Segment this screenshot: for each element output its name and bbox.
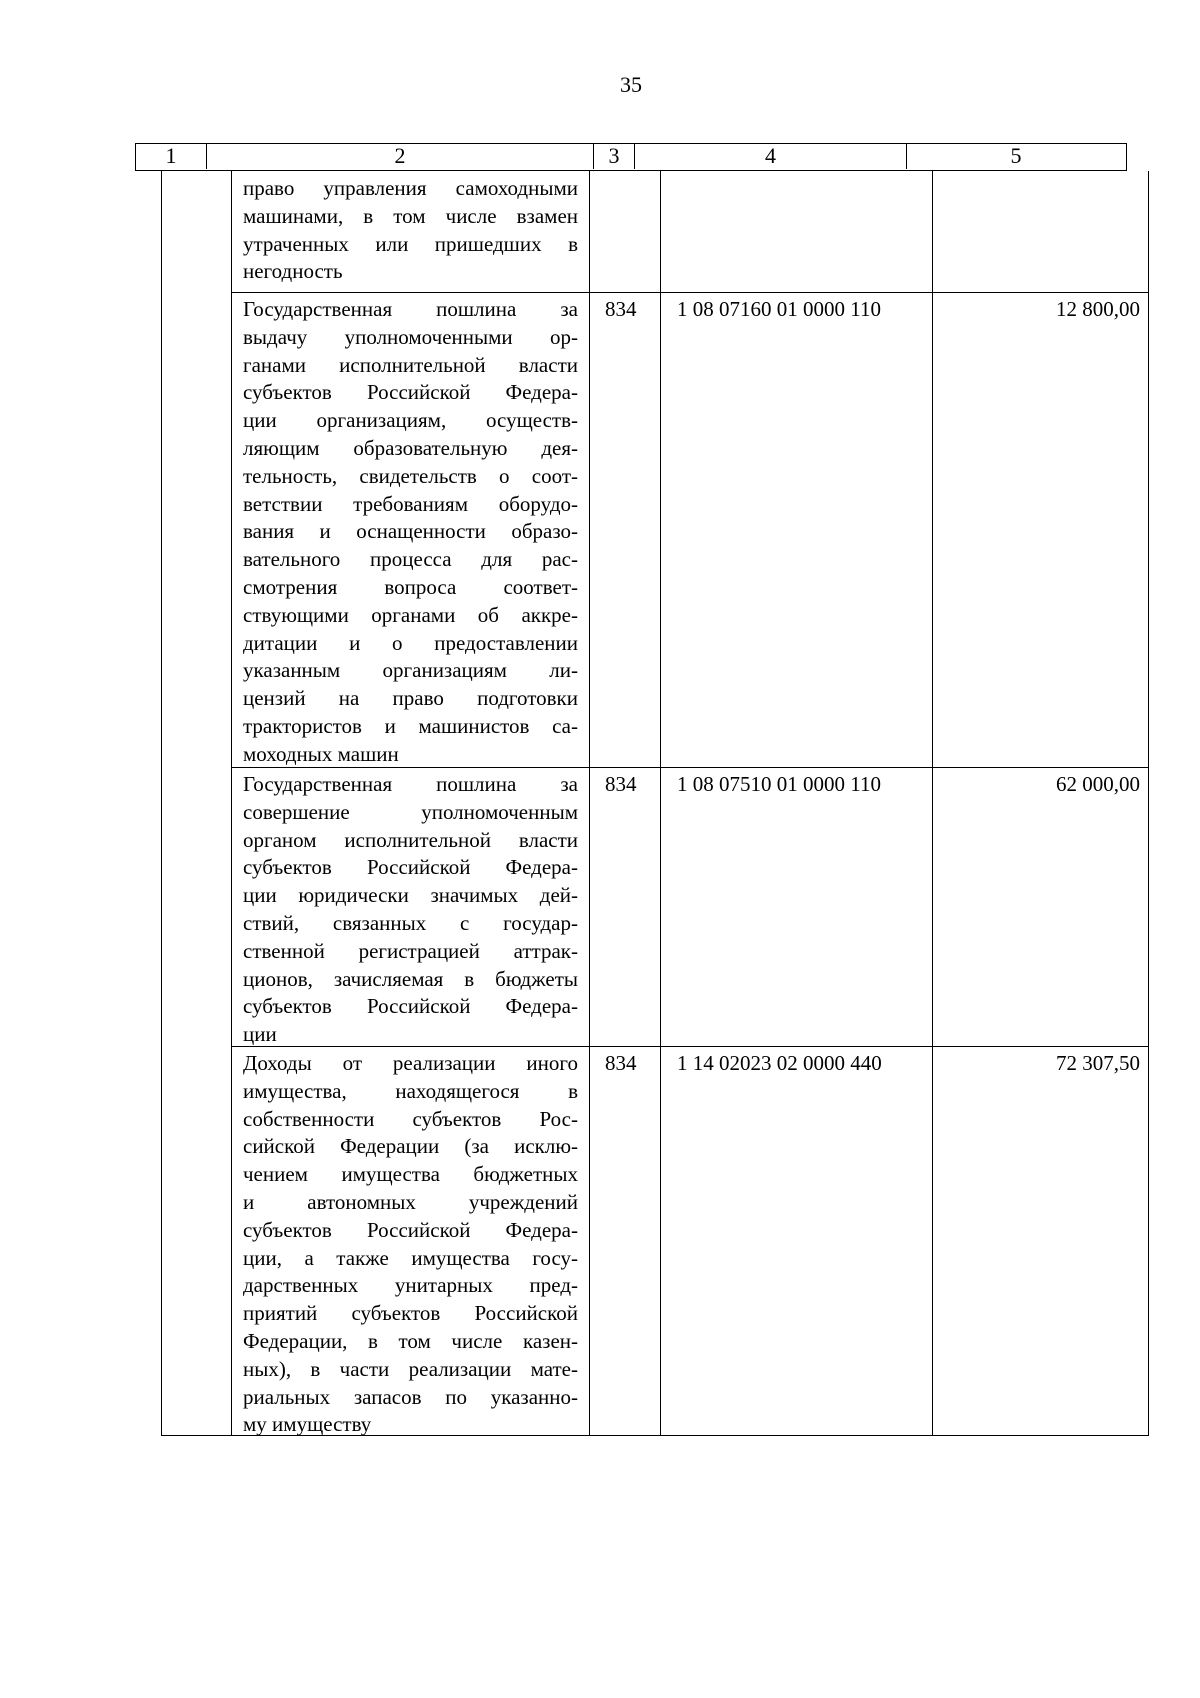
- table-row-4-code: 834: [605, 1051, 637, 1075]
- row-separator: [231, 292, 1149, 293]
- text-line: выдачу уполномоченными ор-: [243, 324, 578, 349]
- text-line: ствующими органами об аккре-: [243, 602, 578, 627]
- table-divider-col4: [932, 171, 933, 1435]
- text-line: смотрения вопроса соответ-: [243, 574, 578, 599]
- text-line: субъектов Российской Федера-: [243, 855, 578, 880]
- text-line: ционов, зачисляемая в бюджеты: [243, 966, 578, 991]
- text-line: ствий, связанных с государ-: [243, 910, 578, 935]
- table-row-4-amount: 72 307,50: [1056, 1051, 1140, 1075]
- text-line: указанным организациям ли-: [243, 658, 578, 683]
- text-line: сийской Федерации (за исклю-: [243, 1134, 578, 1159]
- page-number: 35: [620, 72, 642, 97]
- table-row-2-kbk: 1 08 07160 01 0000 110: [677, 297, 881, 321]
- table-border-right: [1148, 171, 1149, 1435]
- text-line: ции организациям, осуществ-: [243, 408, 578, 433]
- text-line: риальных запасов по указанно-: [243, 1384, 578, 1409]
- text-line: субъектов Российской Федера-: [243, 380, 578, 405]
- text-line: машинами, в том числе взамен: [243, 203, 578, 228]
- text-line: утраченных или пришедших в: [243, 231, 578, 256]
- text-line: ции юридически значимых дей-: [243, 883, 578, 908]
- text-line: Доходы от реализации иного: [243, 1051, 578, 1075]
- text-line: приятий субъектов Российской: [243, 1301, 578, 1326]
- text-line: право управления самоходными: [243, 176, 578, 200]
- table-header-row: [135, 143, 1127, 171]
- table-row-4-description: [243, 1050, 578, 1439]
- table-divider-col2: [589, 171, 590, 1435]
- header-col-1: 1: [165, 143, 177, 168]
- text-line: совершение уполномоченным: [243, 799, 578, 824]
- table-row-3-description: [243, 771, 578, 1049]
- text-line: субъектов Российской Федера-: [243, 994, 578, 1019]
- table-row-2-code: 834: [605, 297, 637, 321]
- text-line: цензий на право подготовки: [243, 686, 578, 711]
- text-line: Федерации, в том числе казен-: [243, 1328, 578, 1353]
- text-line: дарственных унитарных пред-: [243, 1273, 578, 1298]
- text-line: Государственная пошлина за: [243, 772, 578, 796]
- text-line: тельность, свидетельств о соот-: [243, 463, 578, 488]
- table-row-3-code: 834: [605, 772, 637, 796]
- text-line: моходных машин: [243, 741, 399, 766]
- table-border-left: [161, 171, 162, 1435]
- text-line: вания и оснащенности образо-: [243, 519, 578, 544]
- table-row-4-kbk: 1 14 02023 02 0000 440: [677, 1051, 882, 1075]
- text-line: ганами исполнительной власти: [243, 352, 578, 377]
- header-col-2: 2: [206, 144, 593, 169]
- text-line: имущества, находящегося в: [243, 1078, 578, 1103]
- table-row-3-amount: 62 000,00: [1056, 772, 1140, 796]
- text-line: вательного процесса для рас-: [243, 547, 578, 572]
- text-line: ственной регистрацией аттрак-: [243, 938, 578, 963]
- header-col-5: 5: [906, 144, 1125, 169]
- table-row-3-kbk: 1 08 07510 01 0000 110: [677, 772, 881, 796]
- text-line: чением имущества бюджетных: [243, 1162, 578, 1187]
- text-line: негодность: [243, 259, 343, 284]
- header-col-3: 3: [593, 144, 634, 169]
- text-line: му имуществу: [243, 1412, 372, 1437]
- text-line: органом исполнительной власти: [243, 827, 578, 852]
- text-line: ных), в части реализации мате-: [243, 1356, 578, 1381]
- header-col-4: 4: [634, 144, 906, 169]
- text-line: субъектов Российской Федера-: [243, 1217, 578, 1242]
- table-divider-col3: [660, 171, 661, 1435]
- text-line: трактористов и машинистов са-: [243, 713, 578, 738]
- text-line: и автономных учреждений: [243, 1189, 578, 1214]
- text-line: ции: [243, 1022, 277, 1047]
- text-line: дитации и о предоставлении: [243, 630, 578, 655]
- table-row-2-description: [243, 296, 578, 769]
- text-line: Государственная пошлина за: [243, 297, 578, 321]
- table-row-2-amount: 12 800,00: [1056, 297, 1140, 321]
- table-divider-col1: [231, 171, 232, 1435]
- table-row-1-description: [243, 175, 578, 286]
- text-line: ляющим образовательную дея-: [243, 435, 578, 460]
- text-line: ветствии требованиям оборудо-: [243, 491, 578, 516]
- text-line: собственности субъектов Рос-: [243, 1106, 578, 1131]
- text-line: ции, а также имущества госу-: [243, 1245, 578, 1270]
